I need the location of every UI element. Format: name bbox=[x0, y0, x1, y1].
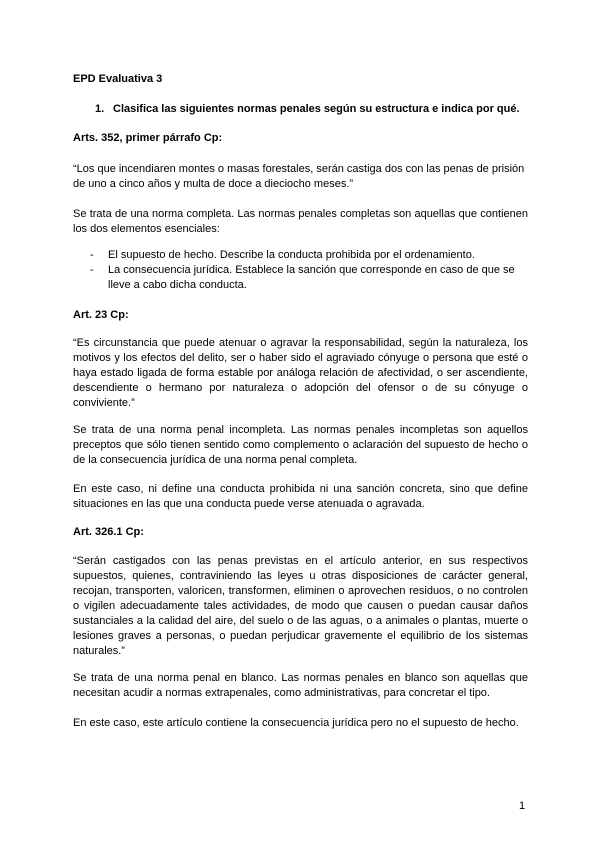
question-text: Clasifica las siguientes normas penales según su estructura e indica por qué. bbox=[113, 103, 520, 115]
section-paragraph: En este caso, ni define una conducta prohibida ni una sanción concreta, sino que define situaciones en las que una conducta puede verse atenuada o agravada. bbox=[73, 483, 528, 510]
list-item: - La consecuencia jurídica. Establece la sanción que corresponde en caso de que se lleve a cabo dicha conducta. bbox=[90, 264, 515, 291]
section-paragraph: Se trata de una norma penal incompleta. Las normas penales incompletas son aquellos preceptos que sólo tienen sentido como complemento o aclaración del supuesto de hecho o de la consecuencia jurídica de una norma penal completa. bbox=[73, 424, 528, 466]
list-item-text: La consecuencia jurídica. Establece la sanción que corresponde en caso de que se lleve a cabo dicha conducta. bbox=[108, 264, 515, 291]
page-number: 1 bbox=[519, 800, 526, 812]
section-quote: “Serán castigados con las penas previstas en el artículo anterior, en sus respectivos supuestos, quienes, contraviniendo las leyes u otras disposiciones de carácter general, recojan, transporten, valoricen, transformen, eliminen o aprovechen residuos, o no controlen o vigilen adecuadamente tales actividades, de modo que causen o puedan causar daños sustanciales a la calidad del aire, del suelo o de las aguas, o a animales o plantas, muerte o lesiones graves a personas, o puedan perjudicar gravemente el equilibrio de los sistemas naturales.” bbox=[73, 555, 528, 657]
section-paragraph: Se trata de una norma penal en blanco. Las normas penales en blanco son aquellas que necesitan acudir a normas extrapenales, como administrativas, para concretar el tipo. bbox=[73, 672, 528, 699]
section-quote: “Los que incendiaren montes o masas forestales, serán castiga dos con las penas de prisión de uno a cinco años y multa de doce a dieciocho meses.” bbox=[73, 163, 525, 190]
document-heading: EPD Evaluativa 3 bbox=[73, 73, 163, 85]
list-item-text: El supuesto de hecho. Describe la conducta prohibida por el ordenamiento. bbox=[108, 249, 475, 261]
section-title: Art. 23 Cp: bbox=[73, 309, 129, 321]
section-paragraph: En este caso, este artículo contiene la consecuencia jurídica pero no el supuesto de hecho. bbox=[73, 717, 519, 729]
question-number: 1. bbox=[95, 103, 105, 115]
section-title: Art. 326.1 Cp: bbox=[73, 526, 144, 538]
element-list bbox=[73, 248, 528, 293]
list-item: - El supuesto de hecho. Describe la conducta prohibida por el ordenamiento. bbox=[90, 249, 475, 261]
section-quote: “Es circunstancia que puede atenuar o agravar la responsabilidad, según la naturaleza, los motivos y los efectos del delito, ser o haber sido el agraviado cónyuge o persona que esté o haya estado ligada de forma estable por análoga relación de afectividad, o ser ascendiente, descendiente o hermano por naturaleza o adopción del ofensor o de su cónyuge o conviviente.” bbox=[73, 337, 528, 409]
section-title: Arts. 352, primer párrafo Cp: bbox=[73, 132, 223, 144]
section-paragraph: Se trata de una norma completa. Las normas penales completas son aquellas que contienen los dos elementos esenciales: bbox=[73, 208, 528, 235]
